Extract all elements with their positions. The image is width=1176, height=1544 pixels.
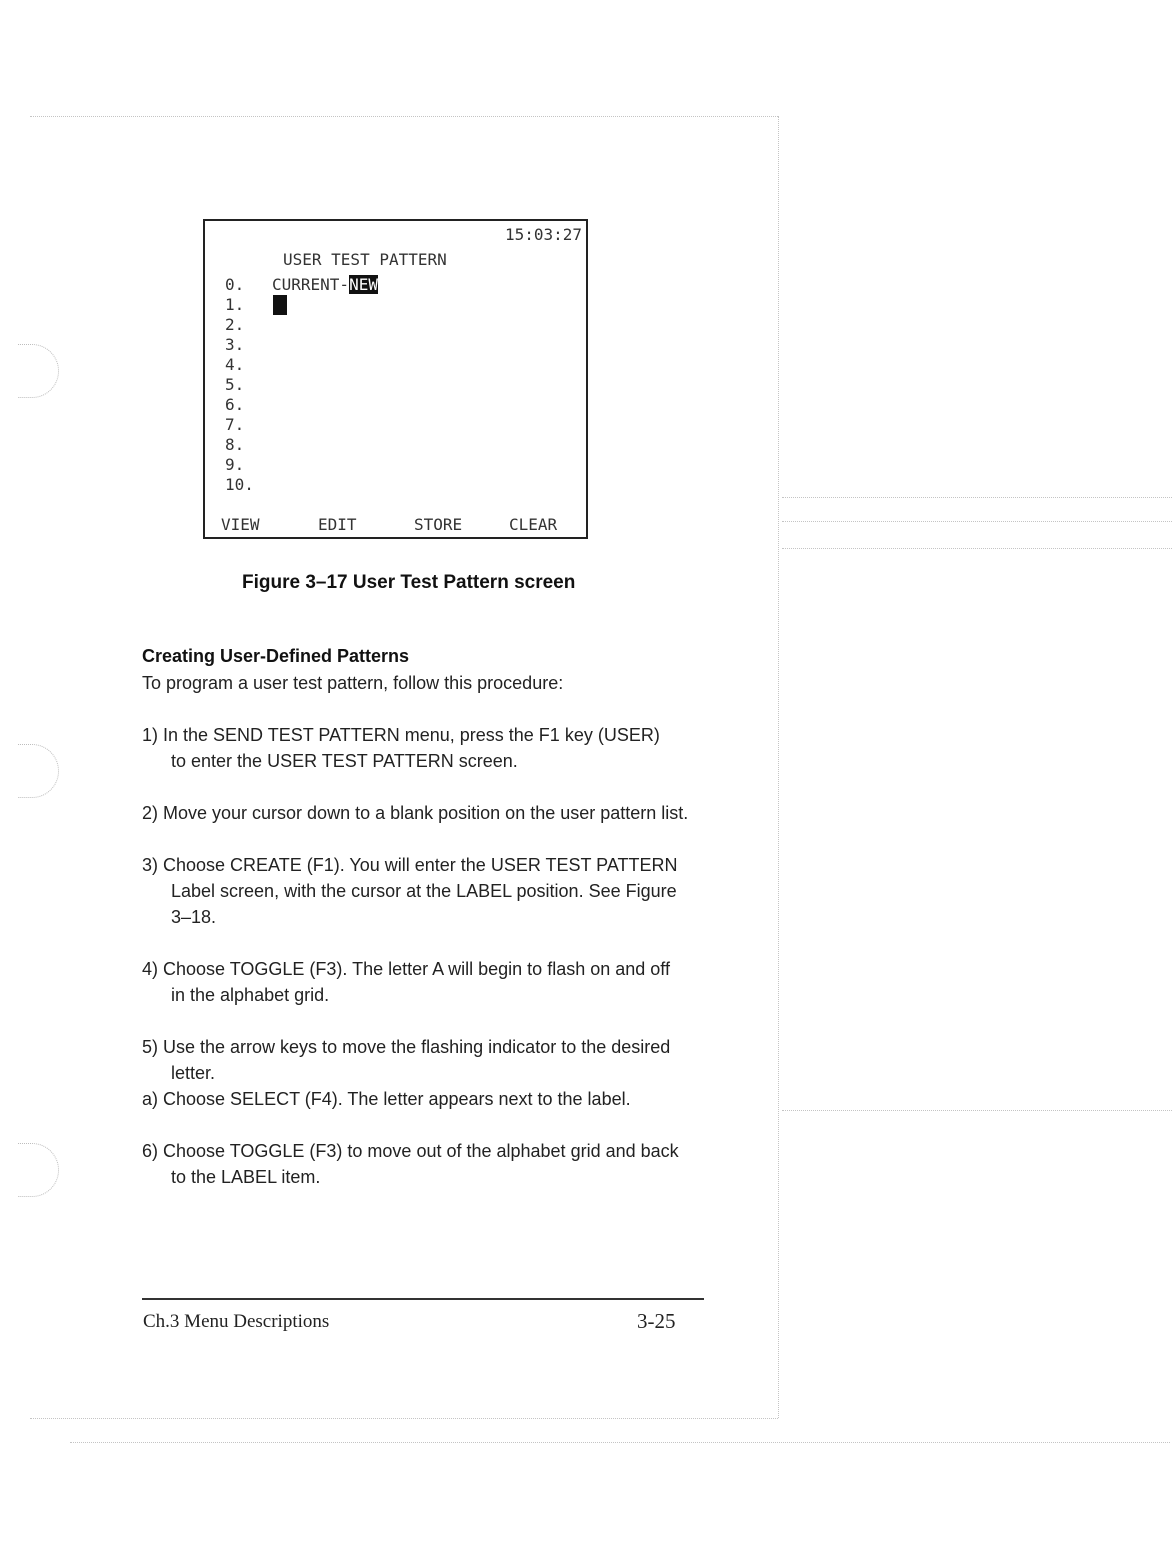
list-item-number: 6. <box>225 395 245 414</box>
step-6 <box>142 1138 707 1190</box>
list-item-number: 4. <box>225 355 245 374</box>
page-number: 3-25 <box>637 1309 676 1333</box>
list-item-number: 9. <box>225 455 245 474</box>
scan-edge-bottom <box>30 1418 778 1419</box>
footer-divider <box>142 1298 704 1300</box>
step-line: 2) Move your cursor down to a blank position on the user pattern list. <box>142 803 689 823</box>
punch-hole-bottom <box>18 1143 59 1197</box>
step-line: 4) Choose TOGGLE (F3). The letter A will begin to flash on and off <box>142 959 670 979</box>
step-5 <box>142 1034 707 1086</box>
list-item-number: 10. <box>225 475 254 494</box>
scan-mark-3 <box>782 548 1172 549</box>
step-line: a) Choose SELECT (F4). The letter appears next to the label. <box>142 1089 631 1109</box>
scan-mark-2 <box>782 521 1172 522</box>
fkey-view: VIEW <box>221 515 260 534</box>
scan-mark-1 <box>782 497 1172 498</box>
step-line: 1) In the SEND TEST PATTERN menu, press the F1 key (USER) <box>142 725 660 745</box>
list-item-number: 0. <box>225 275 245 294</box>
screen-title: USER TEST PATTERN <box>283 250 447 269</box>
footer-chapter: Ch.3 Menu Descriptions <box>143 1311 330 1332</box>
intro-paragraph: To program a user test pattern, follow this procedure: <box>142 673 564 693</box>
step-line: 5) Use the arrow keys to move the flashing indicator to the desired <box>142 1037 671 1057</box>
step-line: 3) Choose CREATE (F1). You will enter the USER TEST PATTERN <box>142 855 678 875</box>
fkey-clear: CLEAR <box>509 515 558 534</box>
clock: 15:03:27 <box>504 225 582 244</box>
list-item-number: 2. <box>225 315 245 334</box>
punch-hole-middle <box>18 744 59 798</box>
step-line: to enter the USER TEST PATTERN screen. <box>171 751 518 771</box>
scan-edge-bottom-2 <box>70 1442 1170 1443</box>
step-line: 6) Choose TOGGLE (F3) to move out of the alphabet grid and back <box>142 1141 679 1161</box>
step-2 <box>142 800 707 826</box>
list-item-number: 5. <box>225 375 245 394</box>
punch-hole-top <box>18 344 59 398</box>
list-item-number: 7. <box>225 415 245 434</box>
fkey-store: STORE <box>414 515 463 534</box>
step-line: 3–18. <box>171 907 217 927</box>
step-line: to the LABEL item. <box>171 1167 321 1187</box>
step-3 <box>142 852 707 930</box>
list-item-number: 1. <box>225 295 245 314</box>
selected-value: NEW <box>349 275 378 294</box>
step-1 <box>142 722 707 774</box>
step-line: in the alphabet grid. <box>171 985 330 1005</box>
list-item-number: 8. <box>225 435 245 454</box>
list-item-label: CURRENT- <box>272 275 350 294</box>
scan-edge-right <box>778 116 779 1418</box>
user-test-pattern-screen <box>203 219 588 539</box>
scan-edge-top <box>30 116 778 117</box>
figure-caption: Figure 3–17 User Test Pattern screen <box>242 572 576 593</box>
step-line: Label screen, with the cursor at the LABEL position. See Figure <box>171 881 677 901</box>
fkey-edit: EDIT <box>318 515 357 534</box>
cursor-block <box>273 295 287 315</box>
section-heading: Creating User-Defined Patterns <box>142 646 410 666</box>
step-4 <box>142 956 707 1008</box>
scan-mark-4 <box>782 1110 1172 1111</box>
step-5a <box>142 1086 707 1112</box>
list-item-current <box>272 275 378 295</box>
step-line: letter. <box>171 1063 216 1083</box>
list-item-number: 3. <box>225 335 245 354</box>
